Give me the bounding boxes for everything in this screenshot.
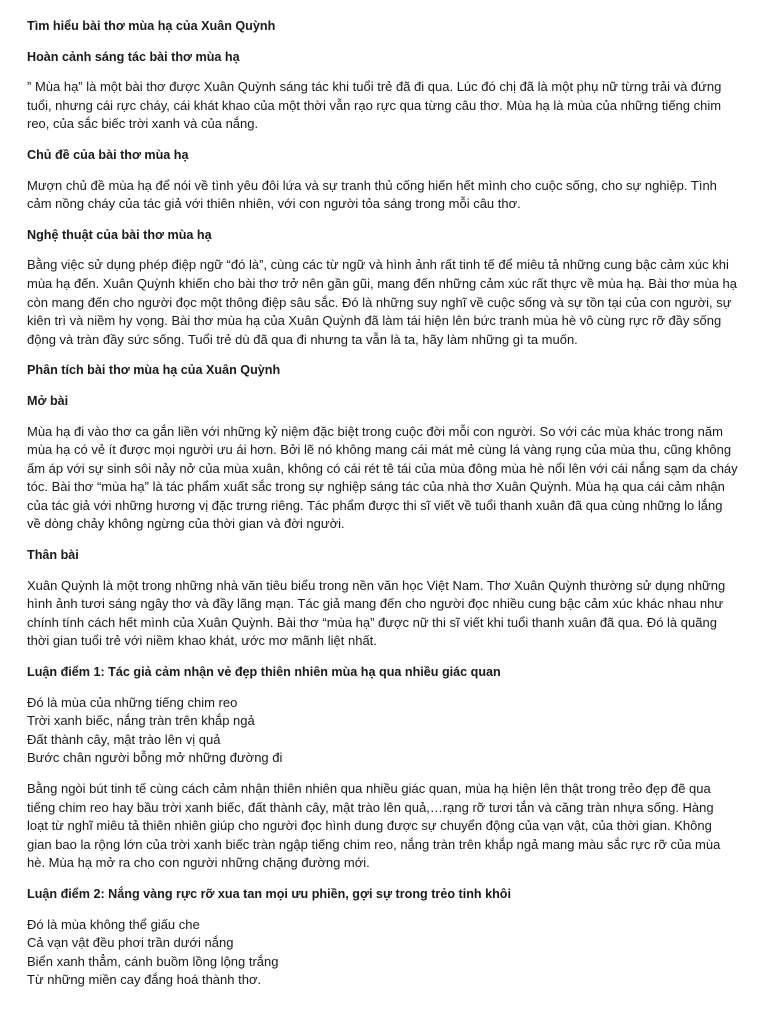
section-heading: Nghệ thuật của bài thơ mùa hạ bbox=[27, 227, 212, 242]
document-body bbox=[27, 17, 738, 990]
poem-line: Bước chân người bỗng mở những đường đi bbox=[27, 750, 283, 766]
paragraph: Mùa hạ đi vào thơ ca gắn liền với những kỷ niệm đặc biệt trong cuộc đời mỗi con người. So với các mùa khác trong năm mùa hạ có vẻ ít được mọi người ưu ái hơn. Bởi lẽ nó không mang cái mát mẻ cùng lá vàng rụng của mùa thu, cũng không ấm áp với sự sinh sôi nảy nở của mùa xuân, không có cái rét tê tái của mùa đông mùa hè nổi lên với cái nắng sạm da cháy tóc. Bài thơ “mùa hạ” là tác phẩm xuất sắc trong sự nghiệp sáng tác của nhà thơ Xuân Quỳnh. Mùa hạ qua cái cảm nhận của tác giả với những hương vị đặc trưng riêng. Tác phẩm được thi sĩ viết về tuổi thanh xuân đã qua cùng những lo lắng về dòng chảy không ngừng của thời gian và đời người. bbox=[27, 423, 738, 532]
poem-stanza bbox=[27, 916, 738, 990]
section-heading: Hoàn cảnh sáng tác bài thơ mùa hạ bbox=[27, 49, 240, 64]
section-heading: Luận điểm 2: Nắng vàng rực rỡ xua tan mọi ưu phiền, gợi sự trong trẻo tinh khôi bbox=[27, 886, 511, 901]
section-heading: Thân bài bbox=[27, 548, 79, 563]
section-heading: Phân tích bài thơ mùa hạ của Xuân Quỳnh bbox=[27, 363, 281, 378]
paragraph: ” Mùa hạ” là một bài thơ được Xuân Quỳnh sáng tác khi tuổi trẻ đã đi qua. Lúc đó chị đã là một phụ nữ từng trải và đứng tuổi, nhưng cái rực cháy, cái khát khao của một thời vẫn rạo rực qua từng câu thơ. Mùa hạ là mùa của những tiếng chim reo, của sắc biếc trời xanh và của nắng. bbox=[27, 79, 722, 132]
poem-stanza bbox=[27, 694, 738, 768]
section-heading: Mở bài bbox=[27, 393, 69, 408]
poem-line: Cả vạn vật đều phơi trần dưới nắng bbox=[27, 935, 234, 951]
paragraph: Bằng ngòi bút tinh tế cùng cách cảm nhận thiên nhiên qua nhiều giác quan, mùa hạ hiện lên thật trong trẻo đẹp đẽ qua tiếng chim reo hay bầu trời xanh biếc, đất thành cây, mật trào lên quả,…rạng rỡ tươi tắn và căng tràn nhựa sống. Hàng loạt từ nghĩ miêu tả thiên nhiên giúp cho người đọc hình dung được sự chuyển động của vạn vật, của thời gian. Không gian bao la rộng lớn của trời xanh biếc tràn ngập tiếng chim reo, nắng tràn trên khắp ngả mang màu sắc rực rỡ của mùa hè. Mùa hạ mở ra cho con người những chặng đường mới. bbox=[27, 781, 721, 871]
poem-line: Đất thành cây, mật trào lên vị quả bbox=[27, 731, 221, 747]
poem-line: Biển xanh thẳm, cánh buồm lồng lộng trắng bbox=[27, 953, 279, 969]
paragraph: Mượn chủ đề mùa hạ để nói về tình yêu đôi lứa và sự tranh thủ cống hiến hết mình cho cuộc sống, cho sự nghiệp. Tình cảm nồng cháy của tác giả với thiên nhiên, với con người tỏa sáng trong mỗi câu thơ. bbox=[27, 177, 717, 212]
poem-line: Trời xanh biếc, nắng tràn trên khắp ngả bbox=[27, 713, 255, 729]
poem-line: Đó là mùa không thể giấu che bbox=[27, 916, 200, 932]
section-heading: Chủ đề của bài thơ mùa hạ bbox=[27, 147, 189, 162]
paragraph: Xuân Quỳnh là một trong những nhà văn tiêu biểu trong nền văn học Việt Nam. Thơ Xuân Quỳnh thường sử dụng những hình ảnh tươi sáng ngây thơ và đầy lãng mạn. Tác giả mang đến cho người đọc nhiều cung bậc cảm xúc khác nhau như chính tính cách hết mình của Xuân Quỳnh. Bài thơ “mùa hạ” được nữ thi sĩ viết khi tuổi thanh xuân đã qua. Đó là quãng thời gian tuổi trẻ với niềm khao khát, ước mơ mãnh liệt nhất. bbox=[27, 577, 726, 649]
section-heading: Luận điểm 1: Tác giả cảm nhận vẻ đẹp thiên nhiên mùa hạ qua nhiều giác quan bbox=[27, 665, 501, 680]
poem-line: Từ những miền cay đắng hoá thành thơ. bbox=[27, 972, 262, 988]
section-heading: Tìm hiểu bài thơ mùa hạ của Xuân Quỳnh bbox=[27, 19, 276, 33]
poem-line: Đó là mùa của những tiếng chim reo bbox=[27, 694, 238, 710]
paragraph: Bằng việc sử dụng phép điệp ngữ “đó là”, cùng các từ ngữ và hình ảnh rất tinh tế để miêu tả những cung bậc cảm xúc khi mùa hạ đến. Xuân Quỳnh khiến cho bài thơ trở nên gần gũi, mang đến những cảm xúc rất thực về mùa hạ. Bài thơ mùa hạ còn mang đến cho người đọc một thông điệp sâu sắc. Đó là những suy nghĩ về cuộc sống và sự tồn tại của con người, sự kiên trì và niềm hy vọng. Bài thơ mùa hạ của Xuân Quỳnh đã làm tái hiện lên bức tranh mùa hè vô cùng rực rỡ đầy sống động và tràn đầy sức sống. Tuổi trẻ dù đã qua đi nhưng ta vẫn là ta, hãy làm những gì ta muốn. bbox=[27, 257, 738, 347]
